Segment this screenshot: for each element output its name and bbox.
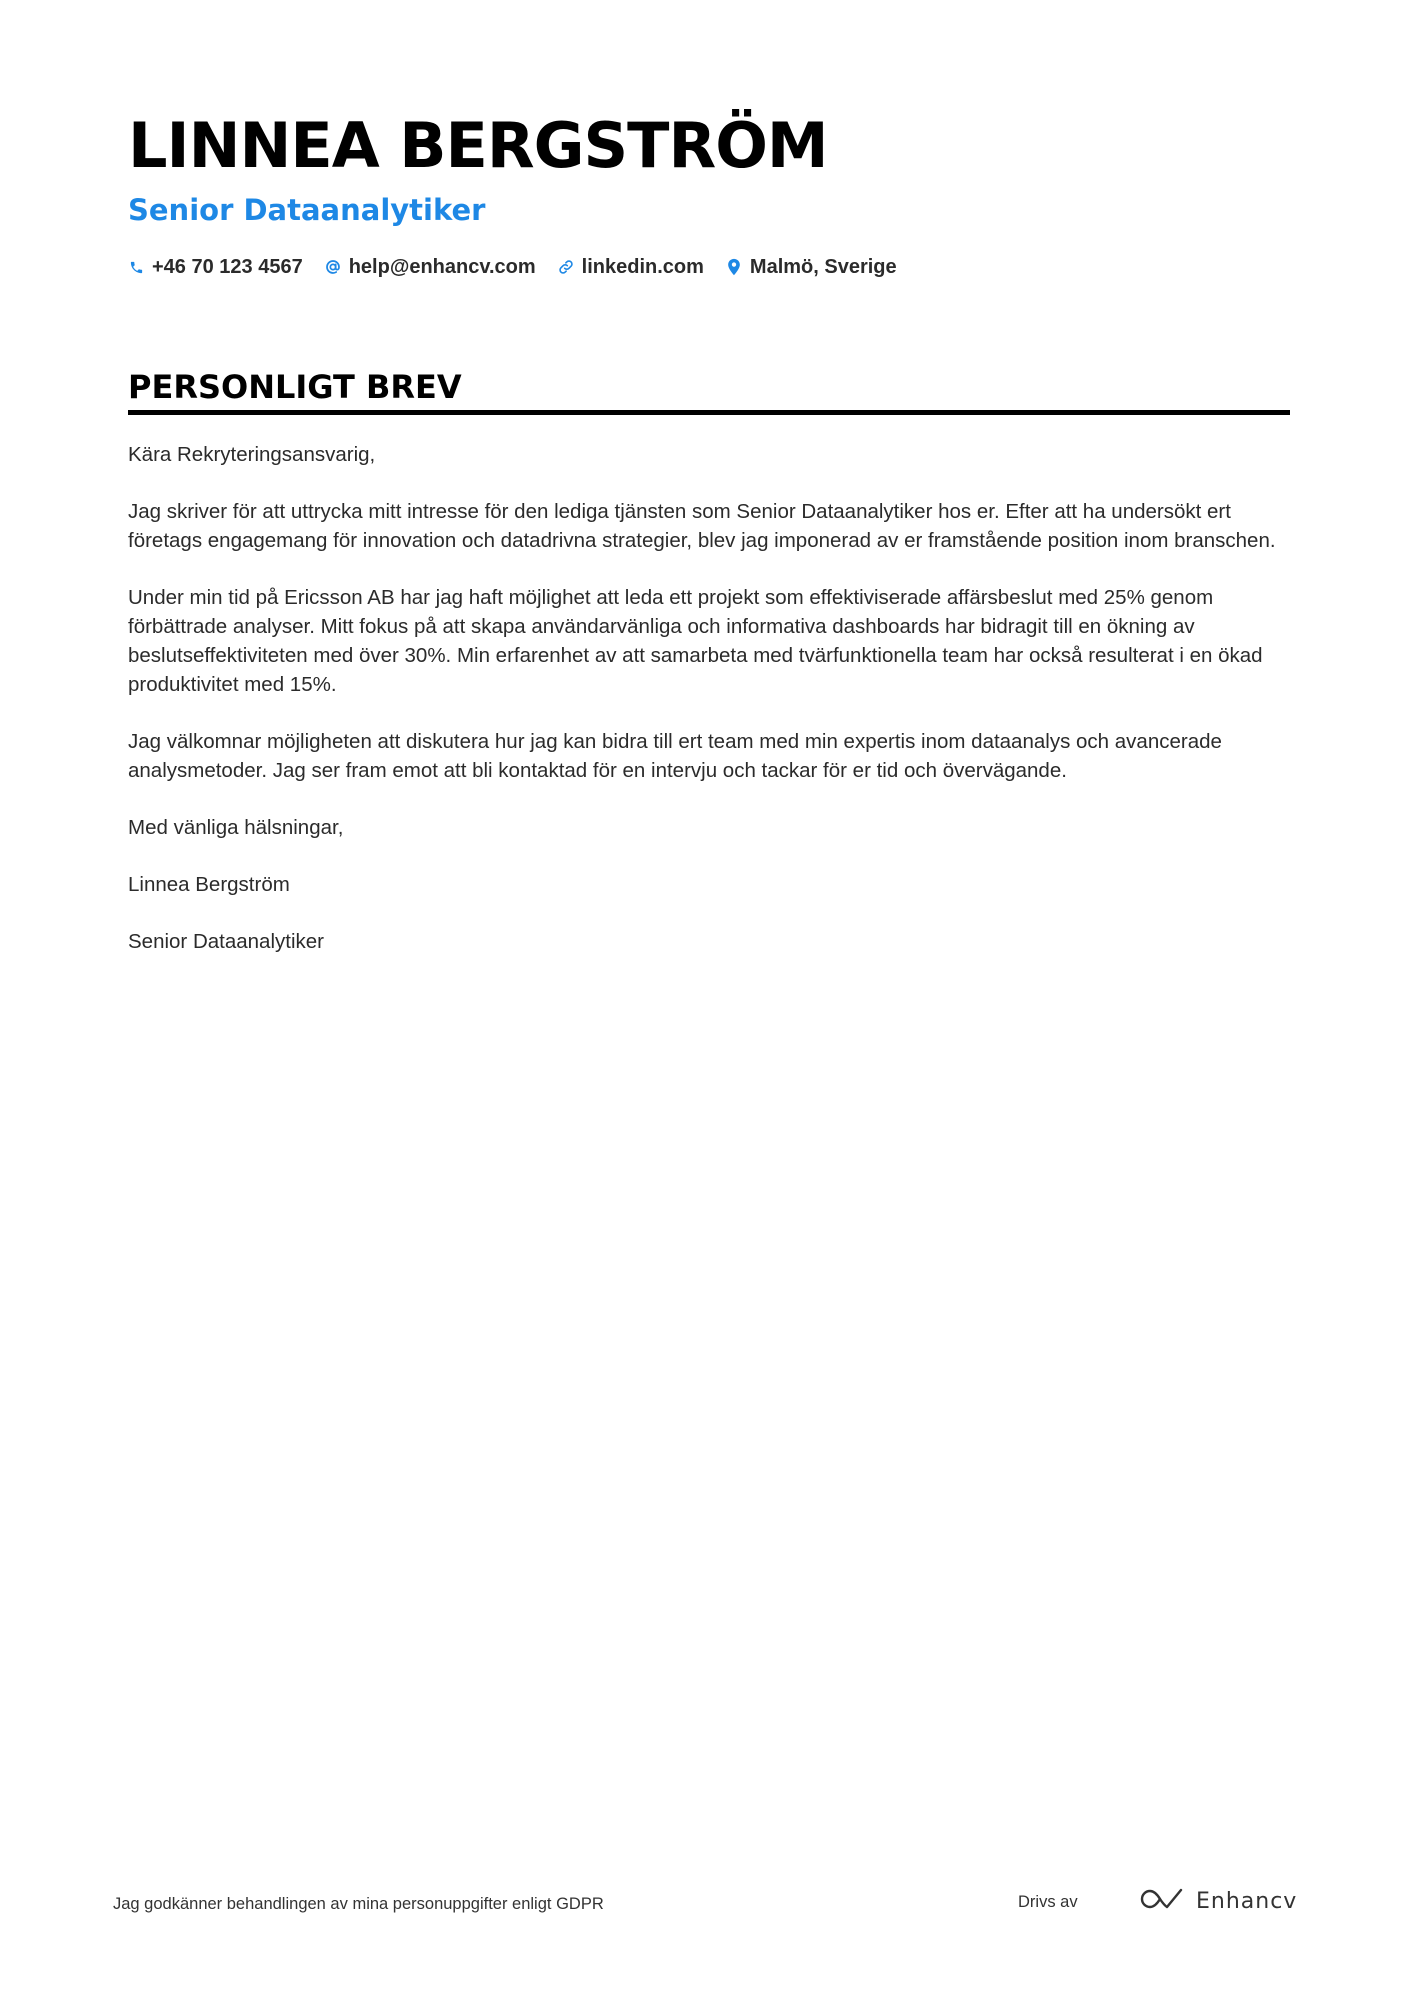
contact-location [726,256,897,279]
section-divider [128,410,1290,415]
contact-phone-text: +46 70 123 4567 [152,255,303,278]
contact-linkedin-text[interactable]: linkedin.com [581,255,704,278]
at-icon [325,258,341,276]
signature-title: Senior Dataanalytiker [128,930,324,953]
contact-location-text: Malmö, Sverige [749,255,897,278]
enhancv-logo-icon [1138,1886,1186,1917]
contact-linkedin[interactable] [558,256,704,279]
section-title: PERSONLIGT BREV [128,368,462,406]
contact-email-text[interactable]: help@enhancv.com [348,255,536,278]
contact-email[interactable] [325,256,536,279]
link-icon [558,258,574,276]
contact-bar [128,252,897,282]
phone-icon [128,258,144,276]
letter-closing: Med vänliga hälsningar, [128,816,344,839]
signature-name: Linnea Bergström [128,873,290,896]
brand-name[interactable]: Enhancv [1196,1889,1298,1914]
candidate-name: LINNEA BERGSTRÖM [128,109,828,182]
powered-by-label: Drivs av [1018,1893,1078,1911]
brand-logo[interactable] [1138,1886,1297,1917]
gdpr-consent-text: Jag godkänner behandlingen av mina personuppgifter enligt GDPR [113,1895,604,1913]
letter-paragraph: Jag skriver för att uttrycka mitt intresse för den lediga tjänsten som Senior Dataanalytiker hos er. Efter att ha undersökt ert företags engagemang för innovation och datadrivna strategier, blev jag imponerad av er framstående position inom branschen. [128,500,1276,552]
letter-paragraph: Under min tid på Ericsson AB har jag haft möjlighet att leda ett projekt som effektiviserade affärsbeslut med 25% genom förbättrade analyser. Mitt fokus på att skapa användarvänliga och informativa dashboards har bidragit till en ökning av beslutseffektiviteten med över 30%. Min erfarenhet av att samarbeta med tvärfunktionella team har också resulterat i en ökad produktivitet med 15%. [128,586,1263,696]
candidate-job-title: Senior Dataanalytiker [128,193,486,227]
letter-body [128,440,1290,984]
letter-greeting: Kära Rekryteringsansvarig, [128,443,376,466]
location-pin-icon [726,258,742,276]
contact-phone [128,256,303,279]
letter-paragraph: Jag välkomnar möjligheten att diskutera hur jag kan bidra till ert team med min expertis inom dataanalys och avancerade analysmetoder. Jag ser fram emot att bli kontaktad för en intervju och tackar för er tid och övervägande. [128,730,1222,782]
